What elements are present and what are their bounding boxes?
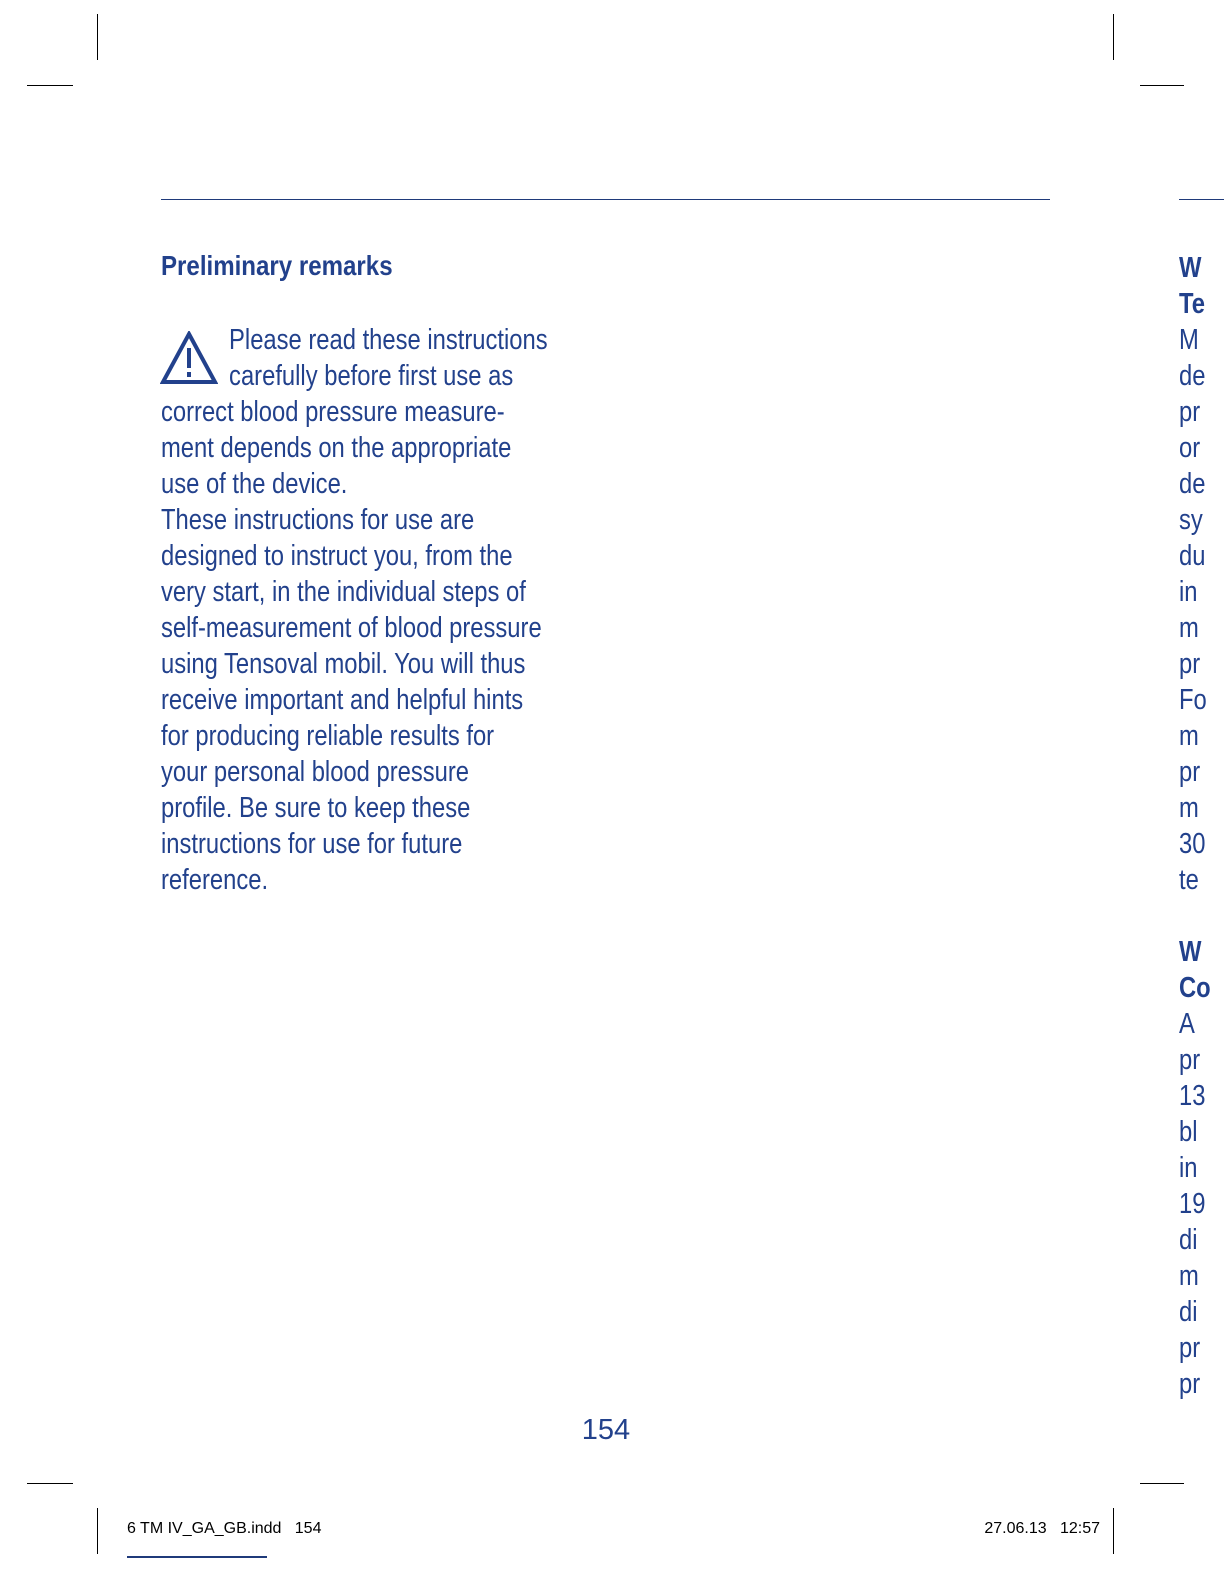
paragraph-line: for producing reliable results for — [161, 720, 495, 752]
fragment-line: bl — [1179, 1116, 1198, 1148]
fragment-line: pr — [1179, 756, 1201, 788]
fragment-line: pr — [1179, 1332, 1201, 1364]
fragment-line: di — [1179, 1296, 1198, 1328]
paragraph-line: ment depends on the appropriate — [161, 432, 512, 464]
fragment-line: in — [1179, 576, 1198, 608]
paragraph-line: reference. — [161, 864, 269, 896]
paragraph-line: very start, in the individual steps of — [161, 576, 526, 608]
crop-mark — [27, 1483, 73, 1484]
slug-datetime: 27.06.13 12:57 — [984, 1520, 1100, 1537]
paragraph-line: using Tensoval mobil. You will thus — [161, 648, 526, 680]
crop-mark — [1113, 14, 1114, 60]
paragraph-line: use of the device. — [161, 468, 348, 500]
fragment-line: pr — [1179, 1368, 1201, 1400]
crop-mark — [97, 1508, 98, 1554]
paragraph-line: These instructions for use are — [161, 504, 475, 536]
slug-filename: 6 TM IV_GA_GB.indd 154 — [127, 1520, 322, 1537]
paragraph-line: your personal blood pressure — [161, 756, 470, 788]
page-number: 154 — [581, 1414, 631, 1446]
fragment-line: W — [1179, 936, 1202, 968]
fragment-line: pr — [1179, 648, 1201, 680]
section-heading: Preliminary remarks — [161, 250, 393, 281]
paragraph-line: self-measurement of blood pressure — [161, 612, 542, 644]
fragment-line: te — [1179, 864, 1199, 896]
paragraph-line: instructions for use for future — [161, 828, 463, 860]
fragment-line: de — [1179, 360, 1206, 392]
fragment-line: pr — [1179, 1044, 1201, 1076]
fragment-line: W — [1179, 252, 1202, 284]
fragment-line: 19 — [1179, 1188, 1206, 1220]
fragment-line: Te — [1179, 288, 1205, 320]
fragment-line: 30 — [1179, 828, 1206, 860]
paragraph-line: profile. Be sure to keep these — [161, 792, 471, 824]
crop-mark — [97, 14, 98, 60]
fragment-line: Fo — [1179, 684, 1207, 716]
fragment-line: Co — [1179, 972, 1211, 1004]
fragment-line: M — [1179, 324, 1199, 356]
fragment-line: A — [1179, 1008, 1195, 1040]
paragraph-line: receive important and helpful hints — [161, 684, 524, 716]
fragment-line: m — [1179, 612, 1199, 644]
fragment-line: pr — [1179, 396, 1201, 428]
paragraph-line: Please read these instructions — [229, 324, 548, 356]
crop-mark — [1140, 1483, 1184, 1484]
fragment-line: di — [1179, 1224, 1198, 1256]
slug-color-bar — [127, 1556, 267, 1558]
fragment-line: 13 — [1179, 1080, 1206, 1112]
intro-paragraph — [161, 322, 681, 898]
crop-mark — [1140, 85, 1184, 86]
fragment-line: de — [1179, 468, 1206, 500]
crop-mark — [27, 85, 73, 86]
fragment-line: m — [1179, 1260, 1199, 1292]
header-rule-right — [1179, 199, 1224, 200]
paragraph-line: designed to instruct you, from the — [161, 540, 513, 572]
fragment-line: m — [1179, 792, 1199, 824]
header-rule — [161, 199, 1050, 200]
paragraph-line: carefully before first use as — [229, 360, 514, 392]
fragment-line: sy — [1179, 504, 1203, 536]
fragment-line — [1179, 898, 1216, 934]
paragraph-line: correct blood pressure measure- — [161, 396, 505, 428]
next-page-column-fragment — [1179, 250, 1224, 1402]
fragment-line: or — [1179, 432, 1201, 464]
fragment-line: in — [1179, 1152, 1198, 1184]
fragment-line: m — [1179, 720, 1199, 752]
fragment-line: du — [1179, 540, 1206, 572]
crop-mark — [1113, 1508, 1114, 1554]
